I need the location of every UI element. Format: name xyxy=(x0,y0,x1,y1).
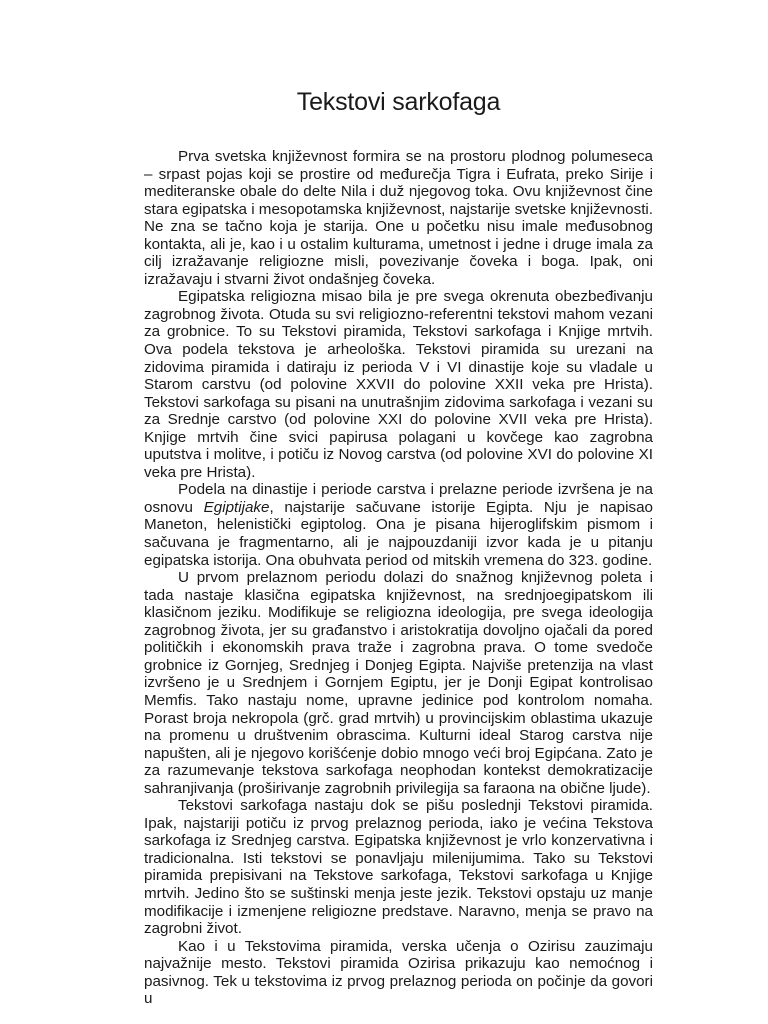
paragraph-text: Prva svetska književnost formira se na prostoru plodnog polumeseca – srpast pojas koji se prostire od međurečja Tigra i Eufrata, preko Sirije i mediteranske obale do delte Nila i duž njegovog toka. Ovu književnost čine stara egipatska i mesopotamska književnost, najstarije svetske književnosti. Ne zna se tačno koja je starija. One u početku nisu imale međusobnog kontakta, ali je, kao i u ostalim kulturama, umetnost i jedne i druge imala za cilj izražavanje religiozne misli, povezivanje čoveka i boga. Ipak, oni izražavaju i stvarni život ondašnjeg čoveka. xyxy=(144,148,654,288)
paragraph-text: Podela na dinastije i periode carstva i prelazne periode izvršena je na osnovu xyxy=(144,481,653,516)
paragraph-1 xyxy=(144,148,653,288)
paragraph-4 xyxy=(144,569,653,797)
italic-term: Egiptijake xyxy=(203,498,270,516)
paragraph-3 xyxy=(144,481,653,569)
document-title: Tekstovi sarkofaga xyxy=(296,88,501,116)
paragraph-6 xyxy=(144,938,653,1008)
paragraph-5 xyxy=(144,797,653,937)
paragraph-text: Egipatska religiozna misao bila je pre svega okrenuta obezbeđivanju zagrobnog života. Otuda su svi religiozno-referentni tekstovi mahom vezani za grobnice. To su Tekstovi piramida, Tekstovi sarkofaga i Knjige mrtvih. Ova podela tekstova je arheološka. Tekstovi piramida su urezani na zidovima piramida i datiraju iz perioda V i VI dinastije koje su vladale u Starom carstvu (od polovine XXVII do polovine XXII veka pre Hrista). Tekstovi sarkofaga su pisani na unutrašnjim zidovima sarkofaga i vezani su za Srednje carstvo (od polovine XXI do polovine XVII veka pre Hrista). Knjige mrtvih čine svici papirusa polagani u kovčege kao zagrobna uputstva i molitve, i potiču iz Novog carstva (od polovine XVI do polovine XI veka pre Hrista). xyxy=(144,288,653,481)
paragraph-2 xyxy=(144,288,653,481)
paragraph-text: , najstarije sačuvane istorije Egipta. Nju je napisao Maneton, helenistički egiptolog. Ona je pisana hijeroglifskim pismom i sačuvana je fragmentarno, ali je najpouzdaniji izvor kada je u pitanju egipatska istorija. Ona obuhvata period od mitskih vremena do 323. godine. xyxy=(144,498,653,569)
document-body xyxy=(144,148,653,1008)
paragraph-text: Tekstovi sarkofaga nastaju dok se pišu poslednji Tekstovi piramida. Ipak, najstariji potiču iz prvog prelaznog perioda, iako je većina Tekstova sarkofaga iz Srednjeg carstva. Egipatska književnost je vrlo konzervativna i tradicionalna. Isti tekstovi se ponavljaju milenijumima. Tako su Tekstovi piramida prepisivani na Tekstove sarkofaga, Tekstovi sarkofaga u Knjige mrtvih. Jedino što se suštinski menja jeste jezik. Tekstovi opstaju uz manje modifikacije i izmenjene religiozne predstave. Naravno, menja se pravo na zagrobni život. xyxy=(144,797,653,938)
paragraph-text: U prvom prelaznom periodu dolazi do snažnog književnog poleta i tada nastaje klasična egipatska književnost, na srednjoegipatskom ili klasičnom jeziku. Modifikuje se religiozna ideologija, pre svega ideologija zagrobnog života, jer su građanstvo i aristokratija dovoljno ojačali da pored političkih i ekonomskih prava traže i zagrobna prava. O tome svedoče grobnice iz Gornjeg, Srednjeg i Donjeg Egipta. Najviše pretenzija na vlast izvršeno je u Srednjem i Gornjem Egiptu, jer je Donji Egipat kontrolisao Memfis. Tako nastaju nome, upravne jedinice pod kontrolom nomaha. Porast broja nekropola (grč. grad mrtvih) u provincijskim oblastima ukazuje na promenu u društvenim obrascima. Kulturni ideal Starog carstva nije napušten, ali je njegovo korišćenje dobio mnogo veći broj Egipćana. Zato je za razumevanje tekstova sarkofaga neophodan kontekst demokratizacije sahranjivanja (proširivanje zagrobnih privilegija sa faraona na obične ljude). xyxy=(144,569,653,797)
paragraph-text: Kao i u Tekstovima piramida, verska učenja o Ozirisu zauzimaju najvažnije mesto. Tekstovi piramida Ozirisa prikazuju kao nemoćnog i pasivnog. Tek u tekstovima iz prvog prelaznog perioda on počinje da govori u xyxy=(144,937,653,1008)
